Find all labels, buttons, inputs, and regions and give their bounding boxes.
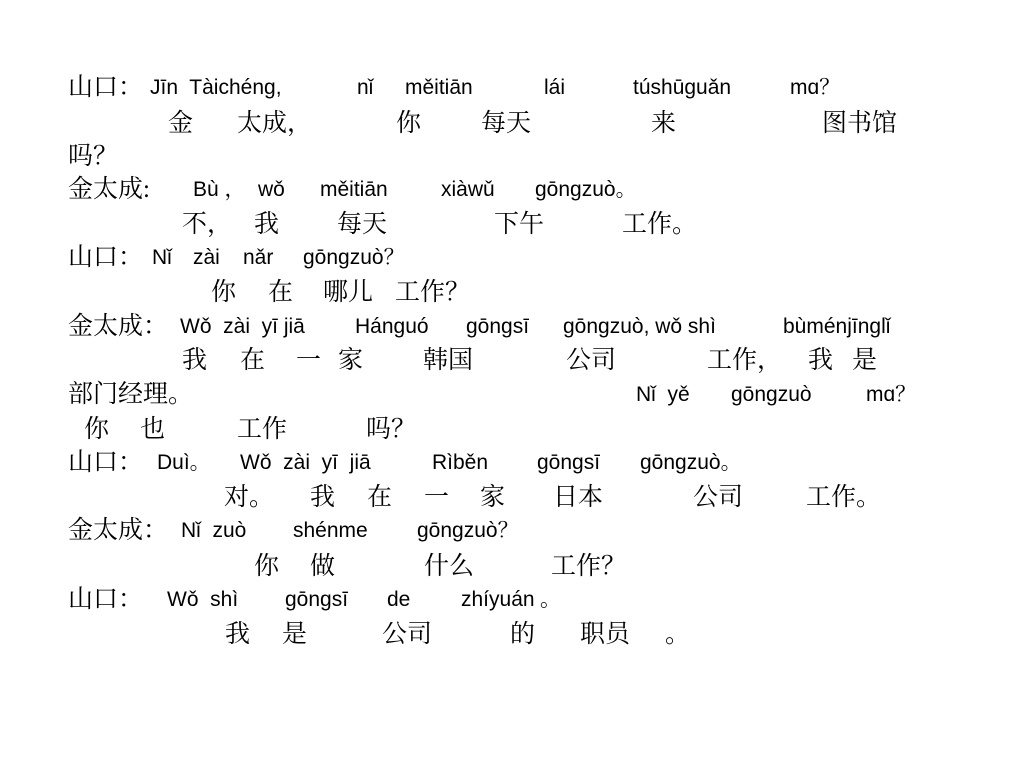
dialogue-line	[0, 552, 1024, 582]
dialogue-line	[0, 142, 1024, 172]
hanzi-text: 日本	[553, 484, 604, 511]
pinyin-text: túshūguǎn	[633, 76, 732, 99]
dialogue-line	[0, 620, 1024, 650]
hanzi-text: 做	[310, 553, 336, 580]
hanzi-text: 下午	[494, 211, 545, 238]
pinyin-text: Nǐ zuò	[181, 519, 247, 542]
hanzi-text: 我	[225, 621, 251, 648]
hanzi-text: 对。	[224, 484, 275, 511]
pinyin-text: gōngsī	[285, 588, 349, 611]
dialogue-line	[0, 243, 1024, 273]
hanzi-text: 韩国	[423, 347, 474, 374]
pinyin-text: gōngzuò, wǒ shì	[563, 315, 716, 338]
speaker-label: 山口：	[68, 449, 144, 476]
pinyin-text: měitiān	[320, 178, 388, 201]
dialogue-line	[0, 278, 1024, 308]
hanzi-text: 在	[367, 484, 393, 511]
pinyin-text: gōngzuò	[731, 383, 812, 406]
pinyin-text: gōngzuò。	[535, 178, 637, 201]
pinyin-text: mɑ？	[866, 383, 917, 406]
hanzi-text: 你	[254, 553, 280, 580]
hanzi-text: 一	[296, 347, 322, 374]
hanzi-text: 部门经理。	[68, 381, 194, 408]
dialogue-line	[0, 415, 1024, 445]
hanzi-text: 公司	[693, 484, 744, 511]
speaker-label: 山口：	[68, 586, 144, 613]
hanzi-text: 是	[852, 347, 878, 374]
hanzi-text: 我	[254, 211, 280, 238]
dialogue-line	[0, 380, 1024, 410]
hanzi-text: 家	[480, 484, 506, 511]
dialogue-line	[0, 210, 1024, 240]
hanzi-text: 吗？	[68, 143, 119, 170]
hanzi-text: 工作，	[707, 347, 783, 374]
hanzi-text: 吗？	[366, 416, 417, 443]
hanzi-text: 图书馆	[822, 110, 898, 137]
hanzi-text: 也	[140, 416, 166, 443]
pinyin-text: gōngzuò。	[640, 451, 742, 474]
dialogue-line	[0, 312, 1024, 342]
speaker-label: 金太成:	[68, 176, 150, 203]
hanzi-text: 公司	[566, 347, 617, 374]
hanzi-text: 太成，	[237, 110, 313, 137]
pinyin-text: nǎr	[243, 246, 274, 269]
pinyin-text: zài	[193, 246, 220, 269]
pinyin-text: měitiān	[405, 76, 473, 99]
dialogue-line	[0, 73, 1024, 103]
dialogue-line	[0, 516, 1024, 546]
pinyin-text: Nǐ	[152, 246, 172, 269]
hanzi-text: 工作。	[622, 211, 698, 238]
pinyin-text: Jīn Tàichéng,	[150, 76, 282, 99]
hanzi-text: 的	[510, 621, 536, 648]
hanzi-text: 每天	[481, 110, 532, 137]
dialogue-line	[0, 346, 1024, 376]
hanzi-text: 公司	[382, 621, 433, 648]
pinyin-text: de	[387, 588, 411, 611]
speaker-label: 金太成：	[68, 517, 169, 544]
hanzi-text: 金	[168, 110, 194, 137]
pinyin-text: 。	[540, 588, 561, 611]
pinyin-text: Wǒ zài yī jiā	[240, 451, 371, 474]
dialogue-line	[0, 175, 1024, 205]
hanzi-text: 工作。	[806, 484, 882, 511]
pinyin-text: shénme	[293, 519, 368, 542]
pinyin-text: Duì。	[157, 451, 211, 474]
pinyin-text: bùménjīnglǐ	[783, 315, 891, 338]
pinyin-text: Bù ，	[193, 178, 246, 201]
pinyin-text: zhíyuán	[461, 588, 535, 611]
pinyin-text: gōngzuò？	[417, 519, 519, 542]
dialogue-line	[0, 109, 1024, 139]
hanzi-text: 工作	[237, 416, 288, 443]
hanzi-text: 在	[240, 347, 266, 374]
hanzi-text: 你	[84, 416, 110, 443]
hanzi-text: 你	[211, 279, 237, 306]
speaker-label: 山口：	[68, 244, 144, 271]
pinyin-text: Wǒ shì	[167, 588, 239, 611]
hanzi-text: 每天	[337, 211, 388, 238]
pinyin-text: Hánguó	[355, 315, 429, 338]
hanzi-text: 来	[651, 110, 677, 137]
hanzi-text: 哪儿	[323, 279, 374, 306]
pinyin-text: xiàwǔ	[441, 178, 495, 201]
pinyin-text: Nǐ yě	[636, 383, 690, 406]
pinyin-text: gōngsī	[537, 451, 601, 474]
dialogue-line	[0, 585, 1024, 615]
pinyin-text: gōngzuò？	[303, 246, 405, 269]
pinyin-text: Wǒ zài yī jiā	[180, 315, 305, 338]
hanzi-text: 一	[424, 484, 450, 511]
pinyin-text: lái	[544, 76, 566, 99]
dialogue-line	[0, 483, 1024, 513]
pinyin-text: wǒ	[258, 178, 285, 201]
speaker-label: 金太成：	[68, 313, 169, 340]
hanzi-text: 是	[282, 621, 308, 648]
hanzi-text: 我	[310, 484, 336, 511]
pinyin-text: nǐ	[357, 76, 374, 99]
pinyin-text: Rìběn	[432, 451, 489, 474]
hanzi-text: 家	[338, 347, 364, 374]
hanzi-text: 工作？	[551, 553, 627, 580]
hanzi-text: 工作？	[395, 279, 471, 306]
hanzi-text: 在	[268, 279, 294, 306]
speaker-label: 山口：	[68, 74, 144, 101]
pinyin-text: gōngsī	[466, 315, 530, 338]
hanzi-text: 你	[396, 110, 422, 137]
hanzi-text: 。	[665, 621, 691, 648]
hanzi-text: 我	[808, 347, 834, 374]
hanzi-text: 不，	[182, 211, 233, 238]
hanzi-text: 什么	[424, 553, 475, 580]
dialogue-line	[0, 448, 1024, 478]
hanzi-text: 我	[182, 347, 208, 374]
hanzi-text: 职员	[580, 621, 631, 648]
pinyin-text: mɑ？	[790, 76, 841, 99]
